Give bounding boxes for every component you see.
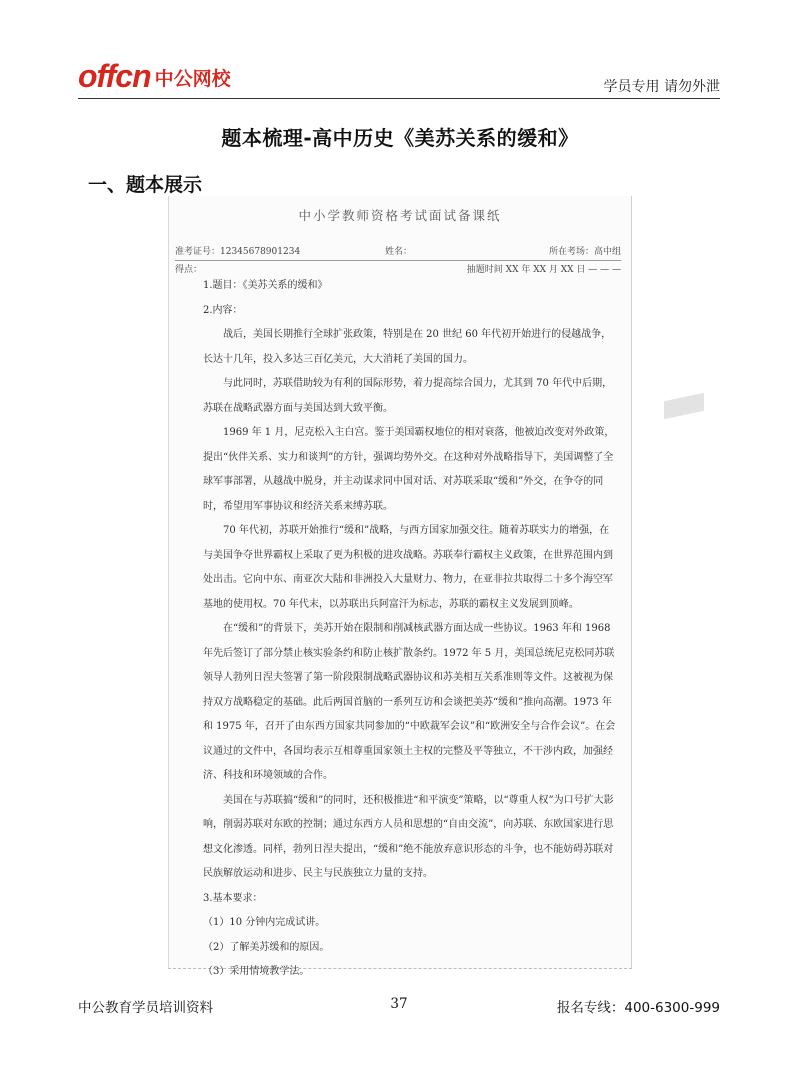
scanned-lesson-sheet [168, 196, 632, 977]
content-paragraph: 美国在与苏联搞“缓和”的同时，还积极推进“和平演变”策略，以“尊重人权”为口号扩大影响，削弱苏联对东欧的控制；通过东西方人员和思想的“自由交流”，向苏联、东欧国家进行思想文化渗透。同样，勃列日涅夫提出，“缓和”绝不能放弃意识形态的斗争，也不能妨碍苏联对民族解放运动和进步、民主与民族独立力量的支持。 [203, 794, 614, 879]
logo-cn-text: 中公网校 [154, 68, 231, 90]
sheet-body [203, 274, 617, 985]
page-header [78, 60, 720, 100]
header-tagline: 学员专用 请勿外泄 [603, 79, 720, 95]
content-label: 2.内容： [203, 304, 243, 316]
page-footer [78, 996, 720, 1016]
name-label: 姓名： [385, 247, 413, 257]
venue: 所在考场：高中组 [548, 247, 621, 257]
section-heading: 一、题本展示 [88, 174, 203, 196]
sheet-title: 中小学教师资格考试面试备课纸 [298, 208, 502, 223]
page-number: 37 [390, 996, 408, 1012]
offcn-logo [78, 60, 231, 92]
footer-org-text: 中公教育学员培训资料 [78, 1000, 213, 1016]
requirements-label: 3.基本要求： [203, 892, 263, 904]
meta-divider [175, 260, 621, 261]
exam-id: 准考证号：12345678901234 [175, 247, 301, 257]
requirement-item: （1）10 分钟内完成试讲。 [203, 917, 326, 928]
logo-word: offcn [78, 58, 151, 94]
content-paragraph: 70 年代初，苏联开始推行“缓和”战略，与西方国家加强交往。随着苏联实力的增强，在与美国争夺世界霸权上采取了更为积极的进攻战略。苏联奉行霸权主义政策，在世界范围内到处出击。它向中东、南亚次大陆和非洲投入大量财力、物力，在亚非拉共取得二十多个海空军基地的使用权。70 年代末，以苏联出兵阿富汗为标志，苏联的霸权主义发展到顶峰。 [203, 525, 613, 610]
sheet-meta-row [175, 244, 621, 257]
content-paragraph: 与此同时，苏联借助较为有利的国际形势，着力提高综合国力，尤其到 70 年代中后期，苏联在战略武器方面与美国达到大致平衡。 [203, 378, 613, 414]
header-divider [78, 98, 720, 99]
footer-hotline: 报名专线：400-6300-999 [556, 1000, 720, 1016]
requirement-item: （2）了解美苏缓和的原因。 [203, 941, 330, 953]
content-paragraph: 在“缓和”的背景下，美苏开始在限制和削减核武器方面达成一些协议。1963 年和 1968 年先后签订了部分禁止核实验条约和防止核扩散条约。1972 年 5 月，美国总统尼克松同苏联领导人勃列日涅夫签署了第一阶段限制战略武器协议和苏美相互关系准则等文件。这被视为保持双方战略稳定的基础。此后两国首脑的一系列互访和会谈把美苏“缓和”推向高潮。1973 年和 1975 年，召开了由东西方国家共同参加的“中欧裁军会议”和“欧洲安全与合作会议”。在会议通过的文件中，各国均表示互相尊重国家领土主权的完整及平等独立，不干涉内政，加强经济、科技和环境领域的合作。 [203, 623, 616, 781]
scan-smudge [664, 393, 704, 420]
draw-time: 抽题时间 XX 年 XX 月 XX 日 — — — [466, 265, 621, 275]
content-paragraph: 战后，美国长期推行全球扩张政策，特别是在 20 世纪 60 年代初开始进行的侵越战争，长达十几年，投入多达三百亿美元，大大消耗了美国的国力。 [203, 329, 612, 365]
content-paragraph: 1969 年 1 月，尼克松入主白宫。鉴于美国霸权地位的相对衰落，他被迫改变对外政策，提出“伙伴关系、实力和谈判”的方针，强调均势外交。在这种对外战略指导下，美国调整了全球军事部署，从越战中脱身，并主动谋求同中国对话、对苏联采取“缓和”外交，在争夺的同时，希望用军事协议和经济关系来缚苏联。 [203, 427, 615, 512]
topic-line: 1.题目：《美苏关系的缓和》 [203, 280, 328, 291]
document-title: 题本梳理-高中历史《美苏关系的缓和》 [221, 126, 579, 150]
requirement-item: （3）采用情境教学法。 [203, 966, 310, 977]
score-label: 得点： [175, 265, 203, 275]
